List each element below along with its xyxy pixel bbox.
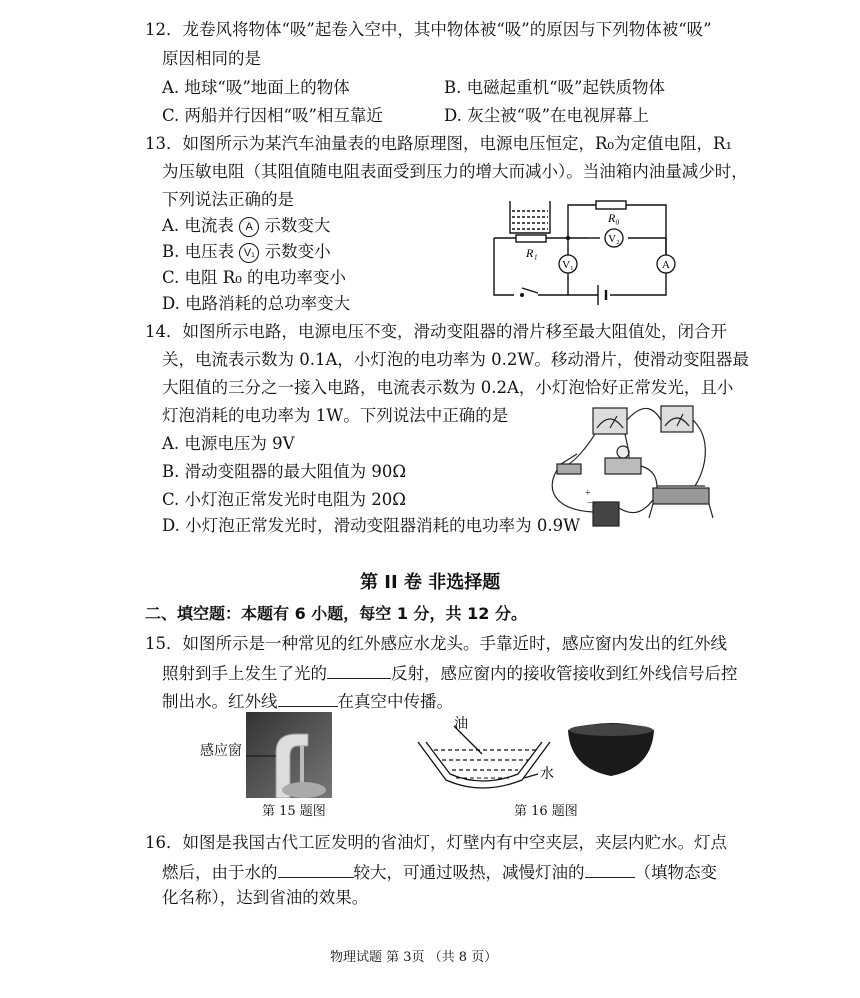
q13-stem-line2: 为压敏电阻（其阻值随电阻表面受到压力的增大而减小）。当油箱内油量减少时， [162,162,748,181]
faucet-photo [246,712,332,798]
q12-option-a: A. 地球“吸”地面上的物体 [162,78,350,97]
q12-option-b: B. 电磁起重机“吸”起铁质物体 [444,78,665,97]
q15-stem-line2 [162,660,738,686]
q15-blank-2[interactable] [278,688,338,707]
q15-line3-text: 制出水。红外线 [162,692,278,711]
q15-stem-line3 [162,688,453,714]
q13-option-a [162,214,330,238]
q15-figure-caption: 第 15 题图 [262,804,326,819]
fill-blank-heading: 二、填空题：本题有 6 小题，每空 1 分，共 12 分。 [145,604,527,623]
q16-blank-2[interactable] [585,859,635,878]
q14-stem-line2: 关，电流表示数为 0.1A，小灯泡的电功率为 0.2W。移动滑片，使滑动变阻器最 [162,350,749,369]
v1-label: V₁ [562,259,574,271]
q13-option-b-text2: 示数变小 [264,242,331,261]
voltmeter-symbol: V₁ [239,243,259,263]
ammeter-symbol: A [239,217,259,237]
q15-line2-text2: 反射，感应窗内的接收管接收到红外线信号后控 [391,664,738,683]
q16-line2-text2: 较大，可通过吸热，减慢灯油的 [353,863,585,882]
q15-stem-line1: 15．如图所示是一种常见的红外感应水龙头。手靠近时，感应窗内发出的红外线 [145,634,727,653]
q14-option-d: D. 小灯泡正常发光时，滑动变阻器消耗的电功率为 0.9W [162,516,581,535]
page-footer: 物理试题 第 3页 （共 8 页） [330,950,498,965]
q14-option-c: C. 小灯泡正常发光时电阻为 20Ω [162,490,406,509]
q15-line3-text2: 在真空中传播。 [337,692,453,711]
q13-option-b-text: B. 电压表 [162,242,235,261]
q13-option-a-text: A. 电流表 [162,216,234,235]
q15-line2-text: 照射到手上发生了光的 [162,664,327,683]
q12-option-c: C. 两船并行因相“吸”相互靠近 [162,106,383,125]
q16-stem-line1: 16．如图是我国古代工匠发明的省油灯，灯壁内有中空夹层，夹层内贮水。灯点 [145,833,727,852]
q14-stem-line3: 大阻值的三分之一接入电路，电流表示数为 0.2A，小灯泡恰好正常发光，且小 [162,378,734,397]
q14-circuit-photo [545,400,715,532]
q16-figure-caption: 第 16 题图 [514,804,578,819]
part2-title: 第 II 卷 非选择题 [360,572,501,593]
ammeter-label: A [662,259,670,271]
q14-option-b: B. 滑动变阻器的最大阻值为 90Ω [162,462,407,481]
q13-option-c: C. 电阻 R₀ 的电功率变小 [162,268,347,287]
q16-stem-line2 [162,859,717,885]
q14-stem-line1: 14．如图所示电路，电源电压不变，滑动变阻器的滑片移至最大阻值处，闭合开 [145,322,727,341]
sensor-window-label: 感应窗 [200,743,242,759]
r1-label: R₁ [526,246,538,260]
oil-lamp-photo [566,720,656,780]
q13-stem-line3: 下列说法正确的是 [162,190,294,209]
svg-text:−: − [587,498,593,509]
v2-label: V₂ [608,233,620,245]
q16-blank-1[interactable] [278,859,354,878]
r0-label: R₀ [608,211,620,225]
q15-blank-1[interactable] [327,660,391,679]
q14-stem-line4: 灯泡消耗的电功率为 1W。下列说法中正确的是 [162,406,509,425]
q16-stem-line3: 化名称），达到省油的效果。 [162,888,369,907]
q12-option-d: D. 灰尘被“吸”在电视屏幕上 [444,106,650,125]
water-label: 水 [540,767,554,782]
oil-lamp-diagram [412,714,562,800]
q14-option-a: A. 电源电压为 9V [162,434,295,453]
q13-option-d: D. 电路消耗的总功率变大 [162,294,351,313]
q12-stem-line1: 12．龙卷风将物体“吸”起卷入空中，其中物体被“吸”的原因与下列物体被“吸” [145,20,712,39]
q13-option-a-text2: 示数变大 [264,216,331,235]
svg-text:+: + [585,488,591,499]
q12-stem-line2: 原因相同的是 [162,49,261,68]
q16-line2-text: 燃后，由于水的 [162,863,278,882]
q16-line2-text3: （填物态变 [634,863,717,882]
q13-circuit-diagram [486,195,692,305]
q13-option-b [162,240,331,264]
q13-stem-line1: 13．如图所示为某汽车油量表的电路原理图，电源电压恒定，R₀为定值电阻，R₁ [145,134,733,153]
oil-label: 油 [454,717,468,732]
